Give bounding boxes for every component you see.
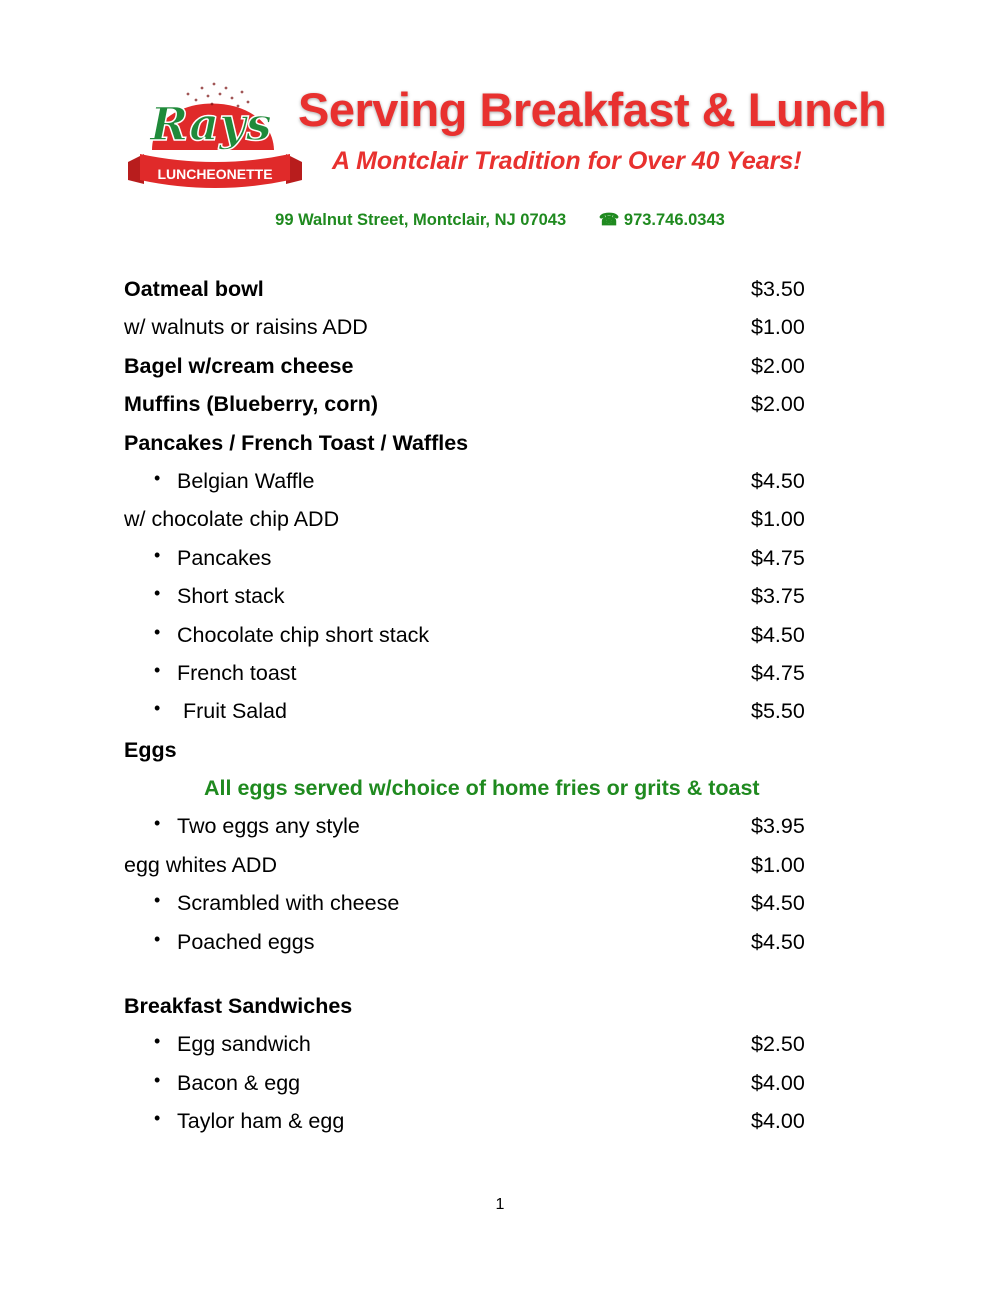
item-name: Scrambled with cheese	[177, 891, 400, 916]
section-title: Eggs	[124, 737, 177, 762]
item-name: egg whites ADD	[124, 852, 277, 877]
menu-list	[124, 270, 814, 1141]
tagline: A Montclair Tradition for Over 40 Years!	[332, 147, 802, 175]
menu-item	[124, 1102, 814, 1140]
bullet-icon: •	[154, 583, 161, 604]
item-name: w/ walnuts or raisins ADD	[124, 315, 368, 340]
item-name: Two eggs any style	[177, 814, 360, 839]
item-price: $3.95	[751, 814, 805, 839]
menu-item	[124, 577, 814, 615]
section-title: Pancakes / French Toast / Waffles	[124, 430, 469, 455]
item-name: Muffins (Blueberry, corn)	[124, 392, 379, 417]
item-price: $4.75	[751, 545, 805, 570]
item-name: Belgian Waffle	[177, 468, 315, 493]
item-price: $3.50	[751, 277, 805, 301]
menu-item	[124, 539, 814, 577]
item-price: $4.75	[751, 660, 805, 685]
menu-item	[124, 1064, 814, 1102]
item-price: $2.00	[751, 392, 805, 417]
item-price: $1.00	[751, 852, 805, 877]
item-name: Chocolate chip short stack	[177, 622, 430, 647]
menu-item	[124, 807, 814, 845]
menu-item	[124, 270, 814, 308]
menu-item	[124, 1025, 814, 1063]
menu-addon	[124, 308, 814, 346]
item-price: $4.50	[751, 891, 805, 916]
item-price: $4.50	[751, 468, 805, 493]
section-note	[124, 769, 814, 807]
page-number: 1	[495, 1196, 505, 1213]
bullet-icon: •	[154, 698, 161, 719]
menu-item	[124, 347, 814, 385]
contact-line	[0, 210, 1000, 230]
item-name: Bacon & egg	[177, 1070, 301, 1095]
bullet-icon: •	[154, 467, 161, 488]
bullet-icon: •	[154, 890, 161, 911]
item-name: Fruit Salad	[177, 699, 287, 724]
phone-number: ☎ 973.746.0343	[598, 211, 725, 229]
item-price: $3.75	[751, 584, 805, 609]
bullet-icon: •	[154, 621, 161, 642]
menu-item	[124, 692, 814, 730]
section-spacer	[124, 961, 814, 987]
menu-item	[124, 654, 814, 692]
item-name: Pancakes	[177, 545, 272, 570]
logo-rays-text: Rays	[150, 97, 272, 151]
section-heading	[124, 987, 814, 1025]
item-name: Bagel w/cream cheese	[124, 353, 354, 378]
section-heading	[124, 424, 814, 462]
item-name: w/ chocolate chip ADD	[124, 507, 340, 532]
bullet-icon: •	[154, 813, 161, 834]
item-price: $4.50	[751, 929, 805, 954]
item-price: $1.00	[751, 315, 805, 340]
bullet-icon: •	[154, 1031, 161, 1052]
item-name: French toast	[177, 660, 297, 685]
menu-item	[124, 884, 814, 922]
note-text: All eggs served w/choice of home fries or grits & toast	[204, 776, 760, 801]
address: 99 Walnut Street, Montclair, NJ 07043	[275, 211, 567, 229]
menu-item	[124, 462, 814, 500]
item-name: Oatmeal bowl	[124, 277, 264, 301]
menu-addon	[124, 500, 814, 538]
menu-item	[124, 923, 814, 961]
menu-item	[124, 616, 814, 654]
bullet-icon: •	[154, 659, 161, 680]
item-name: Egg sandwich	[177, 1032, 311, 1057]
item-price: $1.00	[751, 507, 805, 532]
item-price: $4.00	[751, 1109, 805, 1134]
section-heading	[124, 731, 814, 769]
item-name: Poached eggs	[177, 929, 315, 954]
menu-header	[122, 58, 887, 206]
item-name: Taylor ham & egg	[177, 1109, 345, 1134]
item-name: Short stack	[177, 584, 285, 609]
item-price: $4.50	[751, 622, 805, 647]
bullet-icon: •	[154, 1069, 161, 1090]
item-price: $2.00	[751, 353, 805, 378]
bullet-icon: •	[154, 928, 161, 949]
item-price: $4.00	[751, 1070, 805, 1095]
item-price: $5.50	[751, 699, 805, 724]
section-title: Breakfast Sandwiches	[124, 994, 353, 1019]
menu-addon	[124, 846, 814, 884]
menu-item	[124, 385, 814, 423]
bullet-icon: •	[154, 1108, 161, 1129]
rays-luncheonette-logo	[122, 58, 308, 206]
headline: Serving Breakfast & Lunch	[298, 83, 887, 136]
bullet-icon: •	[154, 544, 161, 565]
logo-banner-text: LUNCHEONETTE	[157, 166, 273, 182]
item-price: $2.50	[751, 1032, 805, 1057]
